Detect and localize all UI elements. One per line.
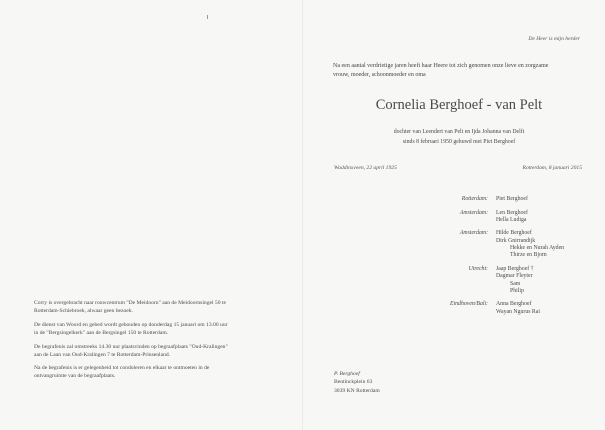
address-city: 3039 KN Rotterdam [334,387,380,394]
family-member: Hella Ludiga [496,216,527,223]
intro-line: vrouw, moeder, schoonmoeder en oma [333,72,426,78]
family-member: Dirk Gnirrandijk [496,237,536,244]
family-member: Len Berghoef [496,209,528,216]
note-line: Rotterdam-Schiebroek, alwaar geen bezoek. [34,308,133,315]
note-paragraph [34,364,275,380]
family-place: Eindhoven/Bali: [450,301,488,308]
note-line: De begrafenis zal omstreeks 14.30 uur plaatsvinden op begraafplaats "Oud-Kralingen" [34,343,228,350]
birth-date: Waddinxveen, 22 april 1925 [334,165,397,171]
family-member: Thirze en Bjorn [510,252,547,259]
motto: De Heer is mijn herder [528,36,580,42]
note-paragraph [34,321,275,337]
parents-text [318,127,600,147]
family-place: Amsterdam: [459,230,488,237]
family-member: Hekke en Nurah Ayden [510,245,565,252]
deceased-name: Cornelia Berghoef - van Pelt [375,97,543,113]
family-member: Hilde Berghoef [496,230,532,237]
family-member: Anna Berghoef [496,301,532,308]
family-list [400,196,595,322]
family-place: Rotterdam: [461,196,488,202]
note-line: De dienst van Woord en gebed wordt gehouden op donderdag 15 januari om 13.00 uur [34,321,228,328]
family-place: Amsterdam: [459,209,488,216]
family-member: Sam [510,280,521,287]
family-names [496,230,564,259]
family-names [496,210,528,225]
family-names [496,301,540,316]
marriage-line: sinds 8 februari 1950 gehuwd met Piet Berghoef [402,139,516,145]
family-member: Wayan Ngurus Rai [496,308,540,315]
family-member: Dagmar Fleyter [496,273,533,280]
note-paragraph [34,343,275,359]
family-member: Jaap Berghoef † [496,265,534,272]
note-paragraph [34,299,275,315]
family-group [400,301,595,316]
intro-line: Na een aantal verdrietige jaren heeft haar Heere tot zich genomen onze lieve en zorgzame [333,63,549,69]
family-names [496,196,528,203]
parents-line: dochter van Leendert van Pelt en Ijda Johanna van Delft [393,129,525,135]
family-group [400,196,595,203]
family-group [400,230,595,259]
family-group [400,266,595,295]
note-line: in de "Bergsingelkerk" aan de Bergsingel 150 te Rotterdam. [34,329,169,336]
intro-text [333,62,583,80]
fold-mark [207,15,208,19]
note-line: ontvangruimte van de begraafplaats. [34,373,116,380]
family-member: Piet Berghoef [496,196,528,202]
death-date: Rotterdam, 8 januari 2015 [522,165,582,171]
funeral-notes [34,299,275,386]
address-name: P. Berghoef [334,371,360,377]
center-fold [302,0,303,430]
note-line: Na de begrafenis is er gelegenheid tot condoleren en elkaar te ontmoeten in de [34,365,210,372]
family-group [400,210,595,225]
note-line: aan de Laan van Oud-Kralingen 7 te Rotterdam-Prinsenland. [34,351,171,358]
address-street: Bentinckplein 63 [334,379,373,386]
correspondence-address [334,370,380,395]
family-place: Utrecht: [468,265,488,272]
family-member: Philip [510,287,524,294]
note-line: Corry is overgebracht naar rouwcentrum "De Meidoorn" aan de Meidoornsingel 50 te [34,300,226,306]
family-names [496,266,534,295]
